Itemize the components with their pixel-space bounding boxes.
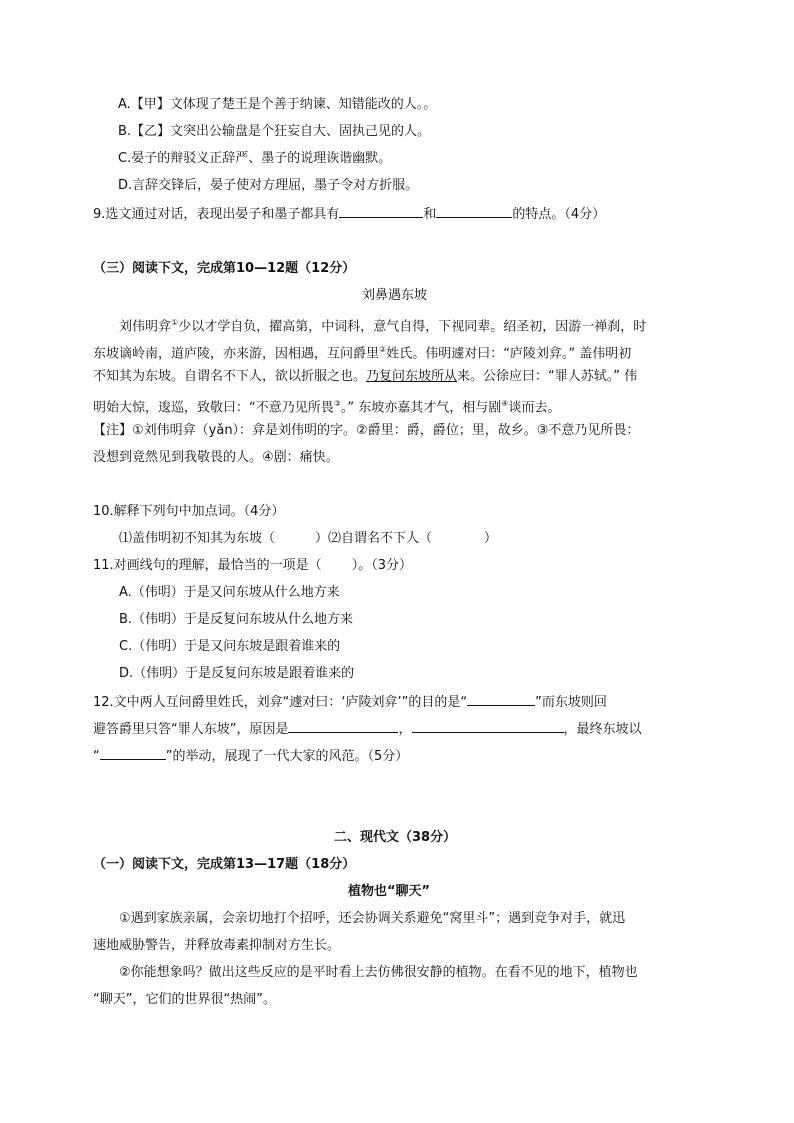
part2-heading: 二、现代文（38分）: [334, 830, 457, 845]
passage4-para1-line1: ①遇到家族亲属，会亲切地打个招呼，还会协调关系避免“窝里斗”；遇到竞争对手，就迅: [119, 911, 626, 926]
passage4-para1-line2: 速地威胁警告，并释放毒素抑制对方生长。: [93, 938, 341, 953]
q9-blank-1[interactable]: [339, 204, 423, 218]
q9-question: [93, 204, 605, 224]
q8-option-c: C.晏子的辩驳义正辞严、墨子的说理诙谐幽默。: [118, 151, 392, 166]
q12-line-2: 避答爵里只答“罪人东坡”，原因是 ， ，最终东坡以: [93, 719, 642, 739]
q12-blank-4[interactable]: [100, 746, 166, 760]
q10-title: 10.解释下列句中加点词。（4分）: [93, 504, 285, 519]
passage3-line-1: 刘伟明弇①少以才学自负，擢高第，中词科，意气自得，下视同辈。绍圣初，因游一禅刹，时: [119, 318, 647, 335]
q12-line-3: “ ”的举动，展现了一代大家的风范。（5分）: [93, 746, 408, 766]
q12-line-1: 12.文中两人互问爵里姓氏，刘弇“遽对曰：‘庐陵刘弇’”的目的是“ ”而东坡则回: [93, 692, 607, 712]
q8-option-a: A.【甲】文体现了楚王是个善于纳谏、知错能改的人。。: [118, 97, 437, 112]
part2-subheading: （一）阅读下文，完成第13—17题（18分）: [93, 857, 356, 872]
q11-option-b: B.（伟明）于是反复问东坡从什么地方来: [119, 612, 354, 627]
underlined-sentence: 乃复问东坡所从: [366, 369, 458, 384]
passage4-para2-line1: ②你能想象吗？做出这些反应的是平时看上去仿佛很安静的植物。在看不见的地下，植物也: [119, 965, 638, 980]
q9-text-post: 的特点。（4分）: [512, 207, 606, 222]
note-line-1: 【注】①刘伟明弇（yǎn）：弇是刘伟明的字。②爵里：爵，爵位；里，故乡。③不意乃见所畏：: [93, 423, 640, 438]
q10-items: ⑴盖伟明初不知其为东坡（ ）⑵自谓名不下人（ ）: [119, 531, 498, 546]
q12-blank-2[interactable]: [288, 719, 398, 733]
q11-option-a: A.（伟明）于是又问东坡从什么地方来: [119, 585, 340, 600]
q8-option-b: B.【乙】文突出公输盘是个狂妄自大、固执己见的人。: [118, 124, 431, 139]
passage4-para2-line2: “聊天”，它们的世界很“热闹”。: [93, 992, 276, 1007]
q11-option-d: D.（伟明）于是反复问东坡是跟着谁来的: [119, 666, 355, 681]
q12-blank-3[interactable]: [412, 719, 564, 733]
q12-blank-1[interactable]: [467, 692, 535, 706]
section3-heading: （三）阅读下文，完成第10—12题（12分）: [93, 261, 356, 276]
q11-option-c: C.（伟明）于是又问东坡是跟着谁来的: [119, 639, 341, 654]
passage3-title: 刘鼻遇东坡: [362, 288, 428, 303]
q11-title: 11.对画线句的理解，最恰当的一项是（ ）。（3分）: [93, 558, 412, 573]
passage3-line-2: 东坡谪岭南，道庐陵，亦来游，因相遇，互问爵里②姓氏。伟明遽对曰：“庐陵刘弇。” 盖伟明初: [93, 345, 632, 362]
q9-text-pre: 9.选文通过对话，表现出晏子和墨子都具有: [93, 207, 340, 222]
passage4-title: 植物也“聊天”: [348, 884, 431, 899]
q9-text-mid: 和: [423, 207, 437, 222]
passage3-line-4: 明始大惊，逡巡，致敬曰：“不意乃见所畏③。” 东坡亦嘉其才气，相与剧④谈而去。: [93, 399, 561, 416]
passage3-line-3: 不知其为东坡。自谓名不下人，欲以折服之也。乃复问东坡所从来。公徐应曰：“罪人苏轼。” 伟: [93, 369, 638, 384]
q8-option-d: D.言辞交锋后，晏子使对方理屈，墨子令对方折服。: [118, 178, 419, 193]
note-line-2: 没想到竟然见到我敬畏的人。④剧：痛快。: [93, 450, 339, 465]
q9-blank-2[interactable]: [436, 204, 512, 218]
